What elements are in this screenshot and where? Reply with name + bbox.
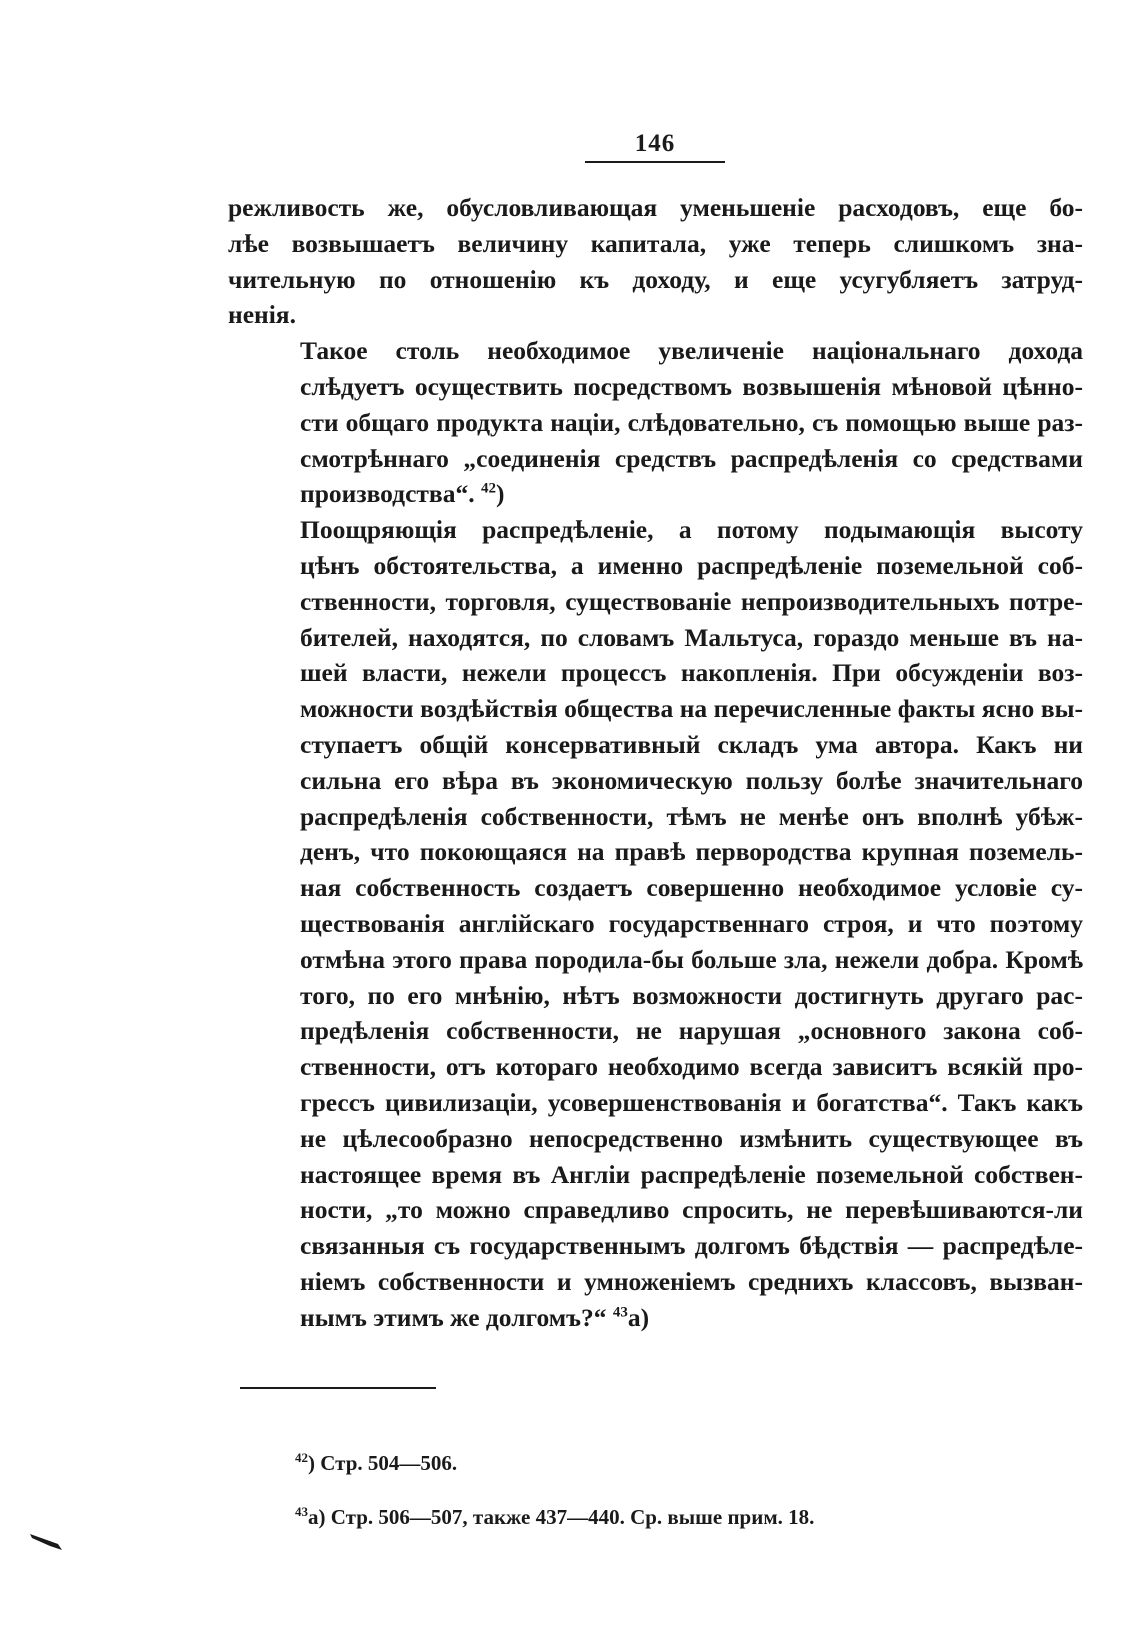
paragraph [228, 190, 1083, 333]
footnote [295, 1501, 1055, 1533]
text-line: ненія. [228, 300, 296, 330]
text-line: сти общаго продукта націи, слѣдовательно, съ помощью выше раз- [300, 407, 1083, 437]
text-line: можности воздѣйствія общества на перечисленные факты ясно вы- [300, 694, 1083, 724]
text-line: ственности, отъ котораго необходимо всегда зависитъ всякій про- [300, 1052, 1083, 1082]
footnote-mark: 43 [295, 1504, 308, 1519]
text-line: распредѣленія собственности, тѣмъ не менѣе онъ вполнѣ убѣж- [300, 801, 1083, 831]
body-text [228, 190, 1083, 1336]
footnote-reference[interactable]: 43 [612, 1304, 628, 1321]
text-line: предѣленія собственности, не нарушая „основного закона соб- [300, 1016, 1083, 1046]
text-line: бителей, находятся, по словамъ Мальтуса, гораздо меньше въ на- [300, 622, 1083, 652]
text-line: ніемъ собственности и умноженіемъ среднихъ классовъ, вызван- [300, 1266, 1083, 1296]
text-line: денъ, что покоющаяся на правѣ первородства крупная поземель- [300, 837, 1083, 867]
scan-mark-icon [28, 1530, 64, 1552]
text-line: сильна его вѣра въ экономическую пользу болѣе значительнаго [300, 765, 1083, 795]
text-line: производства“. $^{42}$) [300, 479, 505, 509]
text-line: чительную по отношенію къ доходу, и еще усугубляетъ затруд- [228, 264, 1083, 294]
footnote-reference-tail: а) [627, 1302, 650, 1332]
text-line: смотрѣннаго „соединенія средствъ распредѣленія со средствами [300, 443, 1083, 473]
footnote-separator [240, 1387, 436, 1389]
text-line: лѣе возвышаетъ величину капитала, уже теперь слишкомъ зна- [228, 228, 1083, 258]
page-number: 146 [634, 130, 676, 157]
text-line: нымъ этимъ же долгомъ?“ $^{43}$а) [300, 1302, 650, 1332]
text-line: Поощряющія распредѣленіе, а потому подымающія высоту [300, 515, 1083, 545]
footnote-text: а) Стр. 506—507, также 437—440. Ср. выше прим. 18. [308, 1505, 815, 1529]
text-line: режливость же, обусловливающая уменьшеніе расходовъ, еще бо- [228, 193, 1083, 222]
footnote-reference-tail: ) [495, 479, 505, 509]
paragraph [228, 512, 1083, 1335]
text-line: отмѣна этого права породила-бы больше зла, нежели добра. Кромѣ [300, 944, 1083, 974]
text-line: ственности, торговля, существованіе непроизводительныхъ потре- [300, 586, 1083, 616]
text-line: ступаетъ общій консервативный складъ ума автора. Какъ ни [300, 729, 1083, 759]
paragraph [228, 333, 1083, 512]
text-line: Такое столь необходимое увеличеніе національнаго дохода [300, 336, 1083, 366]
header-rule [585, 161, 725, 163]
text-line: связанныя съ государственнымъ долгомъ бѣдствія — распредѣле- [300, 1231, 1083, 1261]
footnotes [295, 1447, 1055, 1555]
footnote [295, 1447, 1055, 1479]
footnote-reference[interactable]: 42 [480, 480, 496, 497]
text-line: не цѣлесообразно непосредственно измѣнить существующее въ [300, 1123, 1083, 1153]
text-line: настоящее время въ Англіи распредѣленіе поземельной собствен- [300, 1159, 1083, 1189]
footnote-mark: 42 [295, 1450, 308, 1465]
footnote-text: ) Стр. 504—506. [308, 1451, 458, 1475]
text-line: ществованія англійскаго государственнаго строя, и что поэтому [300, 908, 1083, 938]
text-line: грессъ цивилизаціи, усовершенствованія и богатства“. Такъ какъ [300, 1087, 1083, 1117]
text-line: ности, „то можно справедливо спросить, не перевѣшиваются-ли [300, 1195, 1083, 1225]
text-line: слѣдуетъ осуществить посредствомъ возвышенія мѣновой цѣнно- [300, 371, 1083, 401]
text-line: ная собственность создаетъ совершенно необходимое условіе су- [300, 873, 1083, 903]
text-line: шей власти, нежели процессъ накопленія. При обсужденіи воз- [300, 658, 1083, 688]
text-line: цѣнъ обстоятельства, а именно распредѣленіе поземельной соб- [300, 550, 1083, 580]
text-line: того, по его мнѣнію, нѣтъ возможности достигнуть другаго рас- [300, 980, 1083, 1010]
